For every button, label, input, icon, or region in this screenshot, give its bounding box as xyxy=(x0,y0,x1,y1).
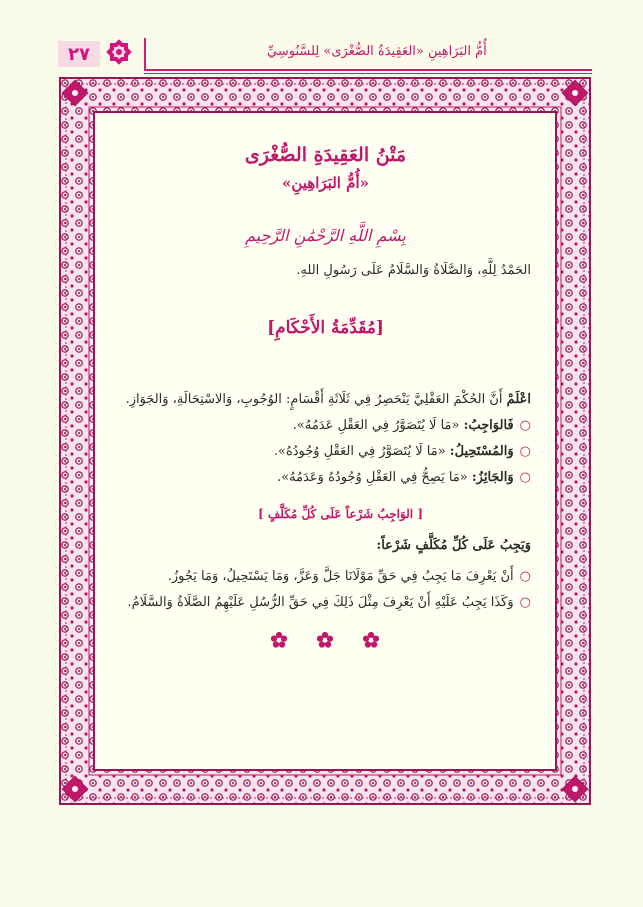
bullet-icon: ○ xyxy=(519,418,531,433)
rule-intro xyxy=(101,391,531,409)
sub-title: «أُمُّ البَرَاهِينِ» xyxy=(282,174,369,192)
basmala: بِسْمِ اللَّهِ الرَّحْمَٰنِ الرَّحِيمِ xyxy=(245,226,406,245)
ornament-divider xyxy=(270,628,380,652)
running-title: أُمُّ البَرَاهِينِ «العَقِيدَةُ الصُّغْرَى» لِلسَّنُوسِيِّ xyxy=(267,44,487,59)
section-heading: [مُقَدِّمَةُ الأَحْكَامِ] xyxy=(267,318,384,338)
subheading-obligation: [ الوَاجِبُ شَرْعاً عَلَى كُلِّ مُكَلَّفٍ ] xyxy=(257,507,423,521)
header-rule xyxy=(144,69,592,71)
flower-icon xyxy=(316,631,334,649)
item-lead: وَالجَائِزُ: xyxy=(471,470,514,485)
item-text: وَكَذَا يَجِبُ عَلَيْهِ أَنْ يَعْرِفَ مِثْلَ ذَلِكَ فِي حَقِّ الرُّسُلِ عَلَيْهِمُ الصَّلَاةُ وَالسَّلَامُ. xyxy=(127,595,514,610)
main-title: مَتْنُ العَقِيدَةِ الصُّغْرَى xyxy=(244,144,407,166)
intro-line: الحَمْدُ لِلَّهِ، وَالصَّلَاةُ وَالسَّلَامُ عَلَى رَسُولِ اللهِ. xyxy=(296,263,531,278)
flower-icon xyxy=(270,631,288,649)
bullet-icon: ○ xyxy=(519,569,531,584)
bullet-icon: ○ xyxy=(519,470,531,485)
page-number: ٢٧ xyxy=(58,41,100,67)
item-text: أَنْ يَعْرِفَ مَا يَجِبُ فِي حَقِّ مَوْلَانَا جَلَّ وَعَزَّ، وَمَا يَسْتَحِيلُ، وَمَا يَجُوزُ. xyxy=(167,569,514,584)
list-item xyxy=(101,469,531,487)
item-text: «مَا لَا يُتَصَوَّرُ فِي العَقْلِ عَدَمُهُ». xyxy=(292,418,464,433)
item-text: «مَا يَصِحُّ فِي العَقْلِ وُجُودُهُ وَعَدَمُهُ». xyxy=(277,470,472,485)
item-lead: فَالوَاجِبُ: xyxy=(463,418,514,433)
header-rule-vertical xyxy=(144,38,146,70)
flower-icon xyxy=(362,631,380,649)
bullet-icon: ○ xyxy=(519,595,531,610)
item-lead: وَالمُسْتَحِيلُ: xyxy=(449,444,514,459)
obligation-intro: وَيَجِبُ عَلَى كُلِّ مُكَلَّفٍ شَرْعاً: xyxy=(376,538,531,553)
bullet-icon: ○ xyxy=(519,444,531,459)
header-rule-thin xyxy=(144,73,592,74)
list-item xyxy=(101,568,531,586)
rule-intro-lead: اعْلَمْ xyxy=(506,392,531,407)
list-item xyxy=(101,417,531,435)
rule-intro-text: أَنَّ الحُكْمَ العَقْلِيَّ يَنْحَصِرُ فِي ثَلَاثَةِ أَقْسَامٍ: الوُجُوبِ، وَالاسْتِحَالَةِ، وَالجَوَازِ. xyxy=(125,392,507,407)
list-item xyxy=(101,594,531,612)
item-text: «مَا لَا يُتَصَوَّرُ فِي العَقْلِ وُجُودُهُ». xyxy=(273,444,450,459)
eight-point-star-icon xyxy=(103,36,135,68)
list-item xyxy=(101,443,531,461)
